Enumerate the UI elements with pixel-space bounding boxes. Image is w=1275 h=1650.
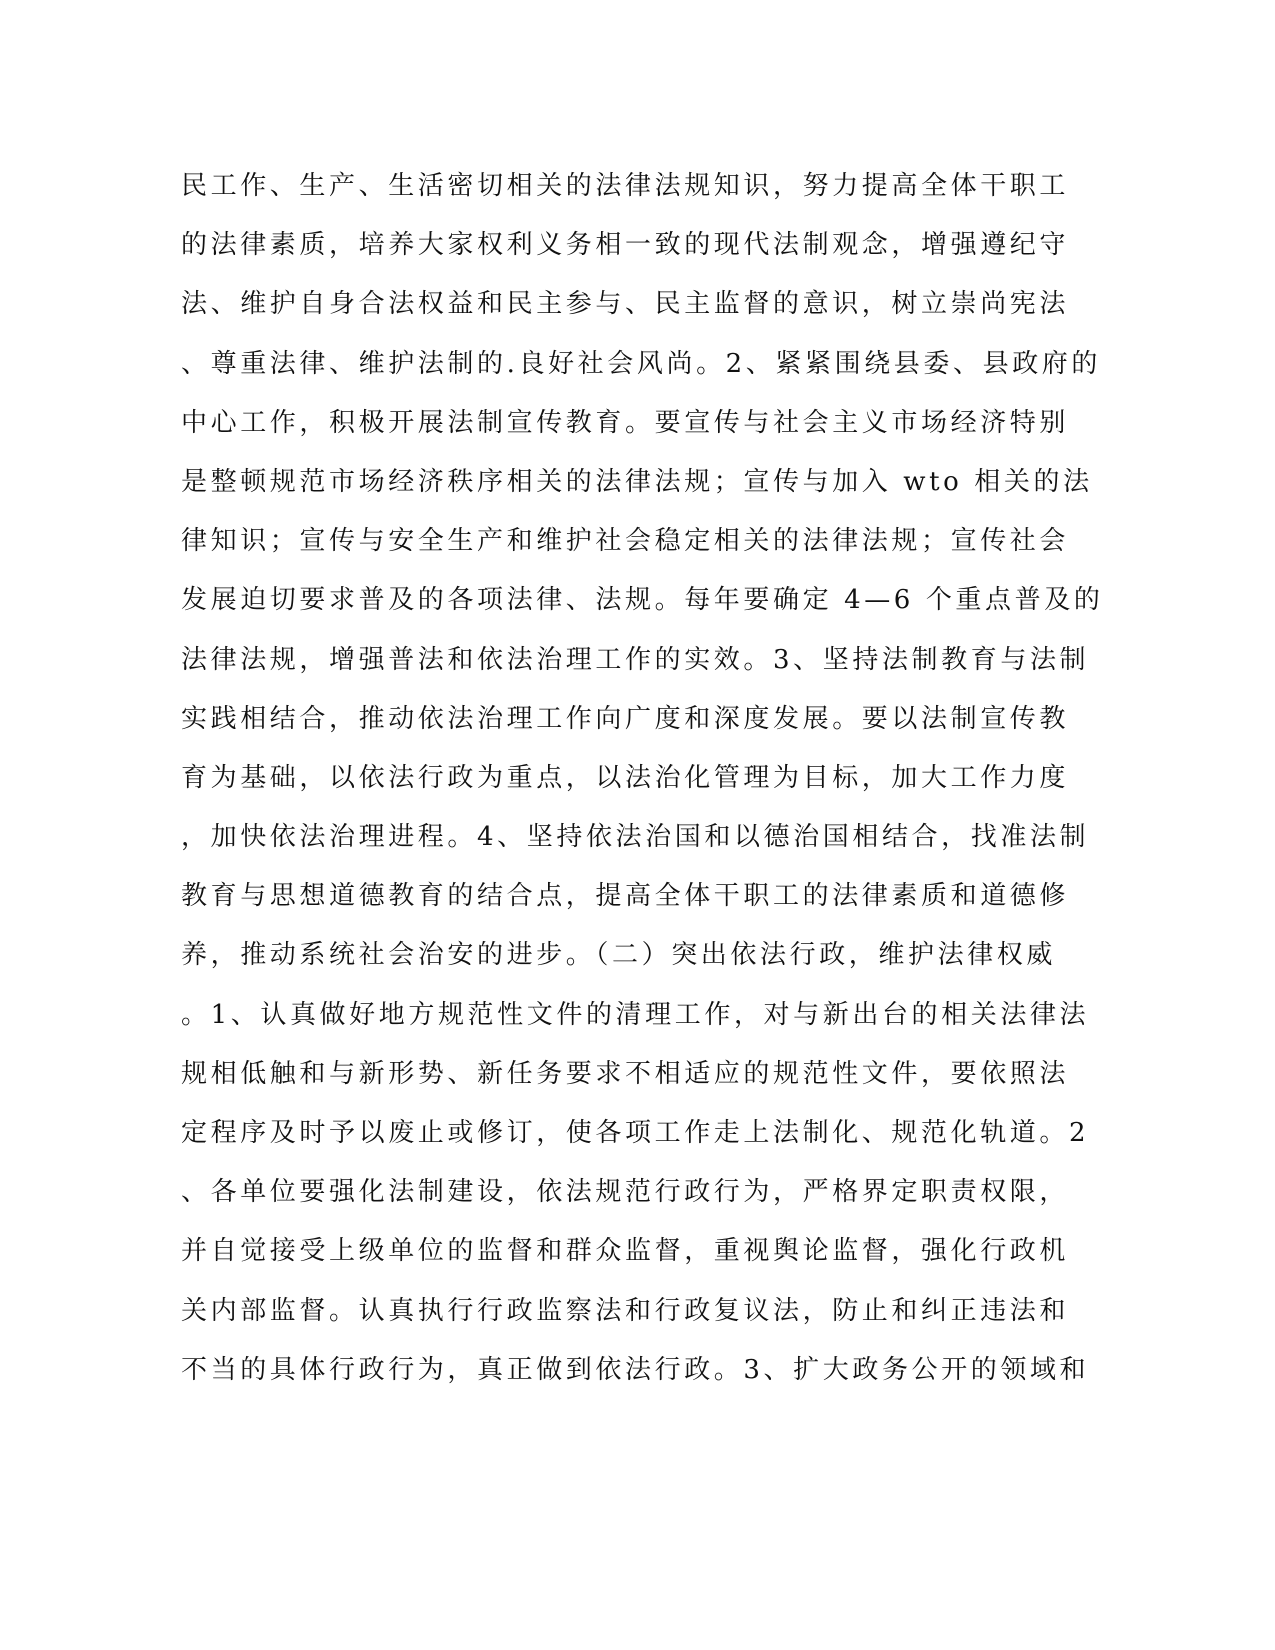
- text-line: 关内部监督。认真执行行政监察法和行政复议法，防止和纠正违法和: [181, 1295, 1070, 1326]
- text-line: 并自觉接受上级单位的监督和群众监督，重视舆论监督，强化行政机: [181, 1236, 1070, 1267]
- text-line: 、各单位要强化法制建设，依法规范行政行为，严格界定职责权限，: [181, 1177, 1070, 1208]
- text-line: 育为基础，以依法行政为重点，以法治化管理为目标，加大工作力度: [181, 762, 1070, 793]
- text-line: 的法律素质，培养大家权利义务相一致的现代法制观念，增强遵纪守: [181, 230, 1070, 261]
- text-line: 养，推动系统社会治安的进步。（二）突出依法行政，维护法律权威: [181, 940, 1057, 971]
- text-line: ，加快依法治理进程。4、坚持依法治国和以德治国相结合，找准法制: [181, 822, 1090, 853]
- body-text: [181, 157, 1104, 1400]
- text-line: 不当的具体行政行为，真正做到依法行政。3、扩大政务公开的领域和: [181, 1354, 1090, 1385]
- text-line: 实践相结合，推动依法治理工作向广度和深度发展。要以法制宣传教: [181, 703, 1070, 734]
- text-line: 规相低触和与新形势、新任务要求不相适应的规范性文件，要依照法: [181, 1058, 1070, 1089]
- text-line: 、尊重法律、维护法制的.良好社会风尚。2、紧紧围绕县委、县政府的: [181, 348, 1102, 379]
- text-line: 法律法规，增强普法和依法治理工作的实效。3、坚持法制教育与法制: [181, 644, 1090, 675]
- text-line: 定程序及时予以废止或修订，使各项工作走上法制化、规范化轨道。2: [181, 1118, 1090, 1148]
- text-line: 。1、认真做好地方规范性文件的清理工作，对与新出台的相关法律法: [181, 999, 1090, 1030]
- text-line: 发展迫切要求普及的各项法律、法规。每年要确定 4—6 个重点普及的: [181, 585, 1104, 616]
- text-line: 是整顿规范市场经济秩序相关的法律法规；宣传与加入 wto 相关的法: [181, 466, 1093, 497]
- text-line: 法、维护自身合法权益和民主参与、民主监督的意识，树立崇尚宪法: [181, 289, 1070, 320]
- text-line: 教育与思想道德教育的结合点，提高全体干职工的法律素质和道德修: [181, 881, 1070, 912]
- text-line: 律知识；宣传与安全生产和维护社会稳定相关的法律法规；宣传社会: [181, 526, 1070, 557]
- text-line: 中心工作，积极开展法制宣传教育。要宣传与社会主义市场经济特别: [181, 407, 1070, 438]
- text-line: 民工作、生产、生活密切相关的法律法规知识，努力提高全体干职工: [181, 171, 1070, 201]
